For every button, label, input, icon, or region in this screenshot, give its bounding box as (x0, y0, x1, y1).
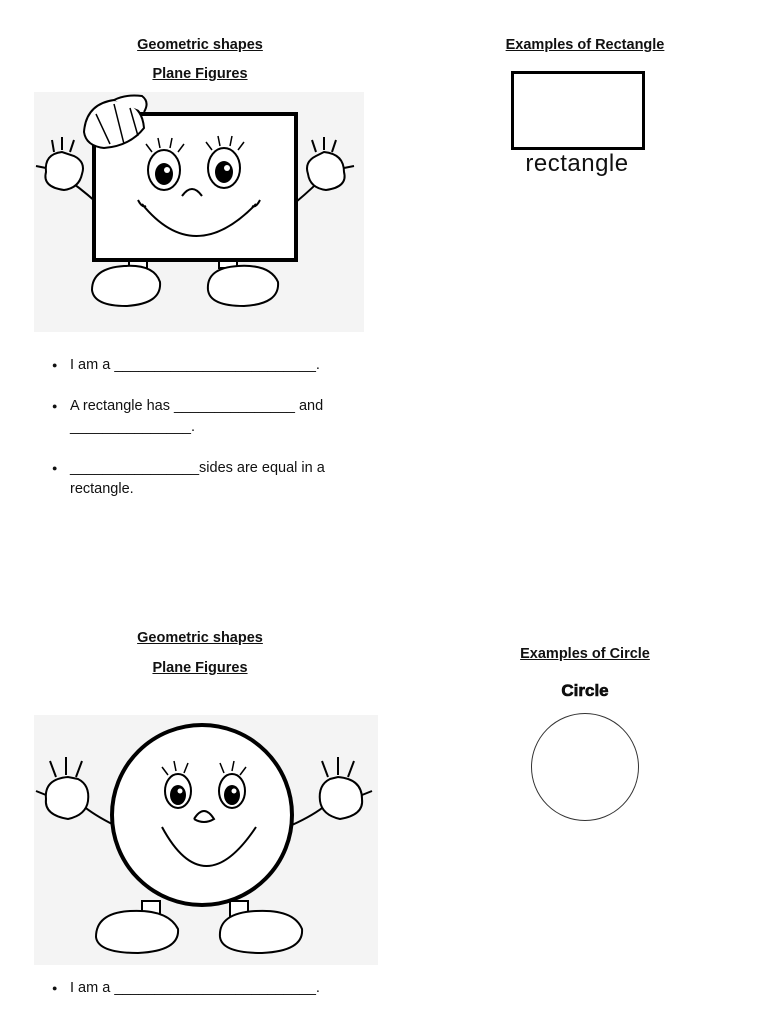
section1-questions (52, 355, 372, 500)
circle-character-illustration (34, 715, 378, 965)
section2-questions (52, 978, 372, 999)
section1-subtitle: Plane Figures (152, 66, 248, 82)
question-3: ● ________________sides are equal in a rectangle. (52, 458, 372, 500)
circle-example-shape (531, 713, 639, 821)
question-1: ● I am a _________________________. (52, 978, 372, 999)
rectangle-character-illustration (34, 92, 364, 332)
question-2: ● A rectangle has _______________ and _______________. (52, 396, 372, 438)
section1-title: Geometric shapes (137, 37, 263, 53)
rectangle-label: rectangle (525, 150, 629, 177)
section2-examples-title: Examples of Circle (520, 646, 650, 662)
rectangle-example-shape (511, 71, 645, 150)
section2-title: Geometric shapes (137, 630, 263, 646)
question-1: ● I am a _________________________. (52, 355, 372, 376)
section1-examples-title: Examples of Rectangle (505, 37, 665, 53)
section2-subtitle: Plane Figures (152, 660, 248, 676)
circle-label: Circle (561, 681, 609, 700)
